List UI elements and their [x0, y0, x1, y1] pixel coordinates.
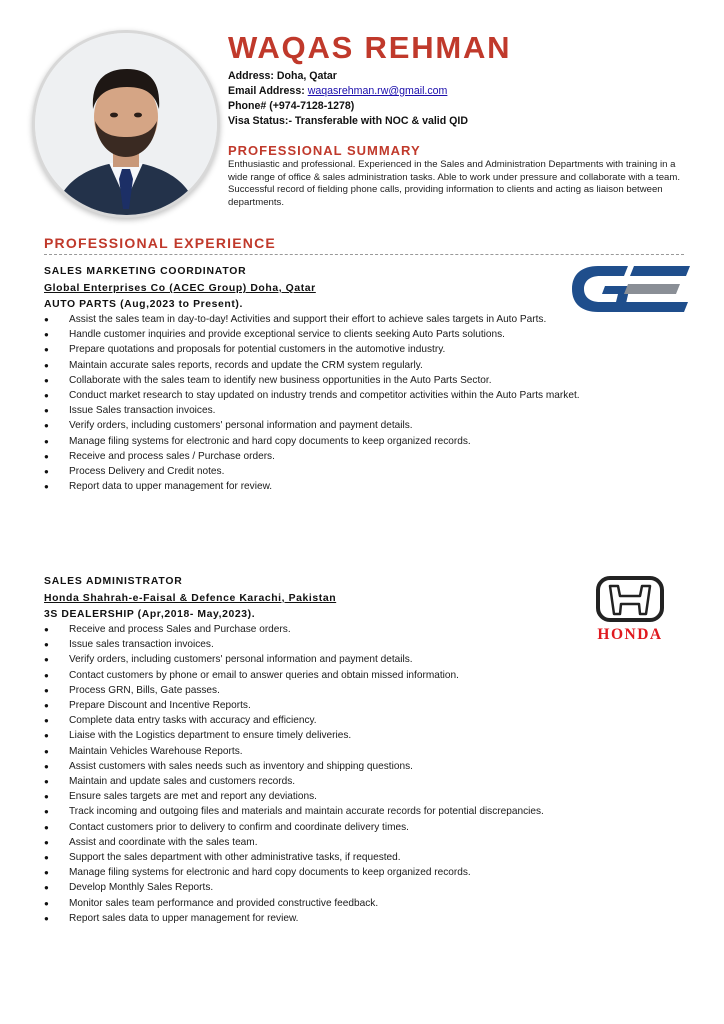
duty-item: ● Track incoming and outgoing files and materials and maintain accurate records for potential discrepancies. [44, 804, 584, 819]
duty-item: ● Manage filing systems for electronic and hard copy documents to keep organized records. [44, 434, 584, 449]
duty-item: ● Support the sales department with other administrative tasks, if requested. [44, 850, 584, 865]
visa-status: Visa Status:- Transferable with NOC & valid QID [228, 115, 468, 127]
duty-item: ● Maintain accurate sales reports, records and update the CRM system regularly. [44, 358, 584, 373]
honda-h-icon [568, 576, 692, 622]
job-role: SALES MARKETING COORDINATOR [44, 266, 247, 277]
email-link[interactable]: waqasrehman.rw@gmail.com [307, 85, 448, 97]
duty-item: ● Complete data entry tasks with accuracy and efficiency. [44, 713, 584, 728]
duty-item: ● Collaborate with the sales team to identify new business opportunities in the Auto Parts Sector. [44, 373, 584, 388]
job-period: AUTO PARTS (Aug,2023 to Present). [44, 299, 243, 310]
summary-heading: PROFESSIONAL SUMMARY [228, 143, 421, 158]
honda-wordmark: HONDA [597, 626, 663, 643]
duty-item: ● Contact customers by phone or email to answer queries and obtain missed information. [44, 668, 584, 683]
duty-item: ● Maintain and update sales and customers records. [44, 774, 584, 789]
duty-item: ● Prepare Discount and Incentive Reports. [44, 698, 584, 713]
email-row [228, 84, 468, 99]
job-role: SALES ADMINISTRATOR [44, 576, 183, 587]
avatar-icon [35, 33, 217, 215]
candidate-name: WAQAS REHMAN [228, 30, 512, 65]
honda-logo [568, 576, 692, 642]
duty-item: ● Verify orders, including customers' personal information and payment details. [44, 418, 584, 433]
experience-heading: PROFESSIONAL EXPERIENCE [44, 235, 276, 251]
job-period: 3S DEALERSHIP (Apr,2018- May,2023). [44, 609, 256, 620]
duty-item: ● Process Delivery and Credit notes. [44, 464, 584, 479]
duty-item: ● Assist and coordinate with the sales team. [44, 835, 584, 850]
section-divider [44, 254, 684, 255]
duty-item: ● Issue Sales transaction invoices. [44, 403, 584, 418]
summary-text: Enthusiastic and professional. Experienced in the Sales and Administration Departments with training in a wide range of office & sales administration tasks. Able to work under pressure and collaborate with a team. Successful record of fielding phone calls, providing information to clients and acting as liaison between departments. [228, 159, 681, 208]
duty-item: ● Manage filing systems for electronic and hard copy documents to keep organized records. [44, 865, 584, 880]
duty-item: ● Liaise with the Logistics department to ensure timely deliveries. [44, 728, 584, 743]
duty-item: ● Issue sales transaction invoices. [44, 637, 584, 652]
duty-item: ● Handle customer inquiries and provide exceptional service to clients seeking Auto Parts solutions. [44, 327, 584, 342]
profile-photo [32, 30, 220, 218]
duty-item: ● Conduct market research to stay updated on industry trends and competitor activities within the Auto Parts market. [44, 388, 584, 403]
duty-item: ● Report sales data to upper management for review. [44, 911, 584, 926]
job-duties [44, 312, 584, 494]
job-duties [44, 622, 584, 926]
duty-item: ● Receive and process sales / Purchase orders. [44, 449, 584, 464]
duty-item: ● Prepare quotations and proposals for potential customers in the automotive industry. [44, 342, 584, 357]
phone: Phone# (+974-7128-1278) [228, 100, 355, 112]
ge-logo [568, 264, 692, 314]
duty-item: ● Monitor sales team performance and provided constructive feedback. [44, 896, 584, 911]
job-entry [44, 573, 584, 926]
duty-item: ● Assist customers with sales needs such as inventory and shipping questions. [44, 759, 584, 774]
duty-item: ● Ensure sales targets are met and report any deviations. [44, 789, 584, 804]
duty-item: ● Verify orders, including customers' personal information and payment details. [44, 652, 584, 667]
duty-item: ● Contact customers prior to delivery to confirm and coordinate delivery times. [44, 820, 584, 835]
job-entry [44, 263, 584, 494]
duty-item: ● Develop Monthly Sales Reports. [44, 880, 584, 895]
contact-block [228, 69, 468, 129]
duty-item: ● Assist the sales team in day-to-day! Activities and support their effort to achieve sales targets in Auto Parts. [44, 312, 584, 327]
duty-item: ● Maintain Vehicles Warehouse Reports. [44, 744, 584, 759]
duty-item: ● Report data to upper management for review. [44, 479, 584, 494]
job-company: Global Enterprises Co (ACEC Group) Doha, Qatar [44, 283, 316, 294]
address: Address: Doha, Qatar [228, 70, 337, 82]
duty-item: ● Process GRN, Bills, Gate passes. [44, 683, 584, 698]
duty-item: ● Receive and process Sales and Purchase orders. [44, 622, 584, 637]
email-label: Email Address: [228, 85, 305, 97]
job-company: Honda Shahrah-e-Faisal & Defence Karachi, Pakistan [44, 593, 337, 604]
